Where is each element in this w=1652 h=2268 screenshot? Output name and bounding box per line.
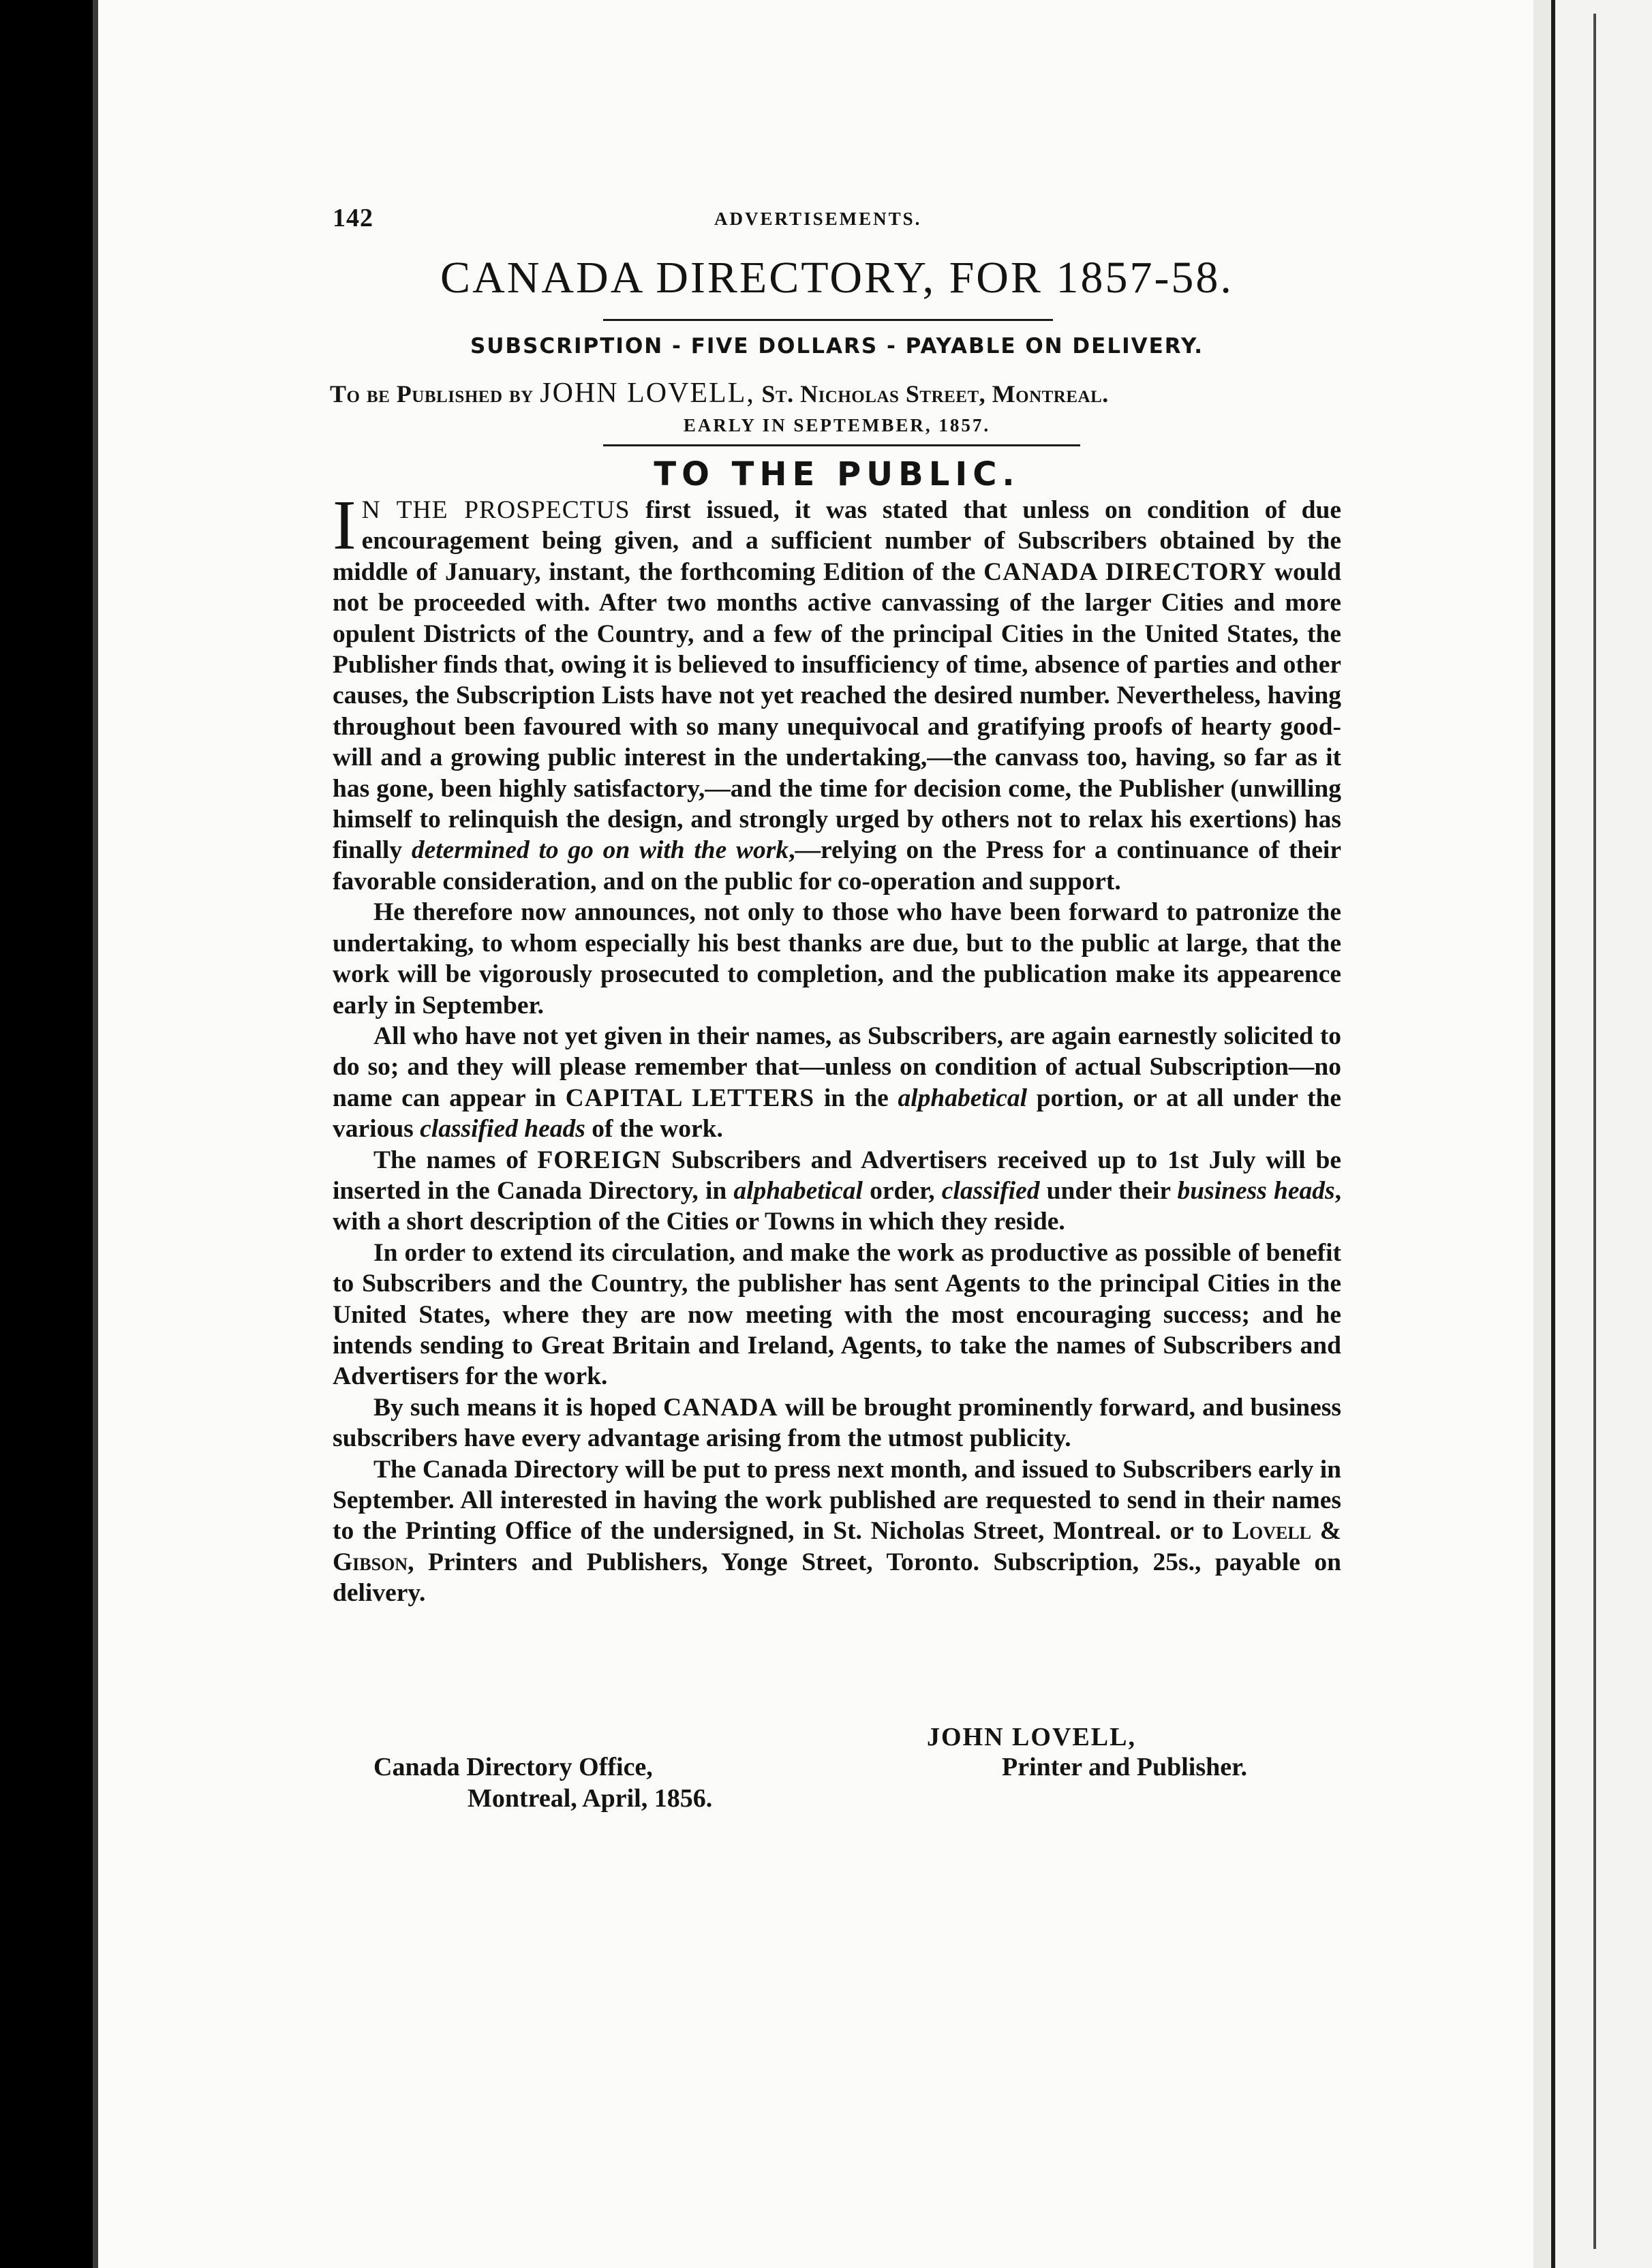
italic-text: alphabetical bbox=[733, 1176, 863, 1205]
paragraph-6 bbox=[333, 1392, 1341, 1454]
adjacent-page-strip bbox=[1555, 0, 1652, 2268]
section-heading: TO THE PUBLIC. bbox=[654, 455, 1020, 493]
publisher-name: JOHN LOVELL, bbox=[540, 378, 755, 409]
running-head: ADVERTISEMENTS. bbox=[714, 209, 922, 229]
paragraph-text: ,—relying on the Press for a continuance of their favorable consideration, and on the public for co-operation and support. bbox=[333, 836, 1341, 895]
page-title: CANADA DIRECTORY, FOR 1857-58. bbox=[440, 253, 1234, 303]
paragraph-2: He therefore now announces, not only to those who have been forward to patronize the undertaking, to whom especially his best thanks are due, but to the public at large, that the work will be vigorously prosecuted to completion, and the publication make its appearence early in September. bbox=[333, 898, 1341, 1020]
paragraph-text: of the work. bbox=[585, 1115, 723, 1144]
italic-text: classified heads bbox=[420, 1115, 585, 1144]
paragraph-7 bbox=[333, 1454, 1341, 1609]
caps-text: FOREIGN bbox=[537, 1146, 662, 1174]
page-right-margin bbox=[1533, 0, 1551, 2268]
paragraph-text: portion, or at all under the various bbox=[333, 1084, 1341, 1144]
page-number: 142 bbox=[333, 204, 373, 232]
paragraph-text: would not be proceeded with. After two months active canvassing of the larger Cities and more opulent Districts of the Country, and a few of the principal Cities in the United States, the Publisher finds that, owing it is believed to insufficiency of time, absence of parties and other causes, the Subscription Lists have not yet reached the desired number. Nevertheless, having throughout been favoured with so many unequivocal and gratifying proofs of hearty good-will and a growing public interest in the undertaking,—the canvass too, having, so far as it has gone, been highly satisfactory,—and the time for decision come, the Publisher (unwilling himself to relinquish the design, and strongly urged by others not to relax his exertions) has finally bbox=[333, 557, 1341, 865]
signature-place-date: Montreal, April, 1856. bbox=[468, 1784, 713, 1813]
caps-text: CANADA bbox=[663, 1393, 778, 1422]
small-caps-text: Lovell & Gibson bbox=[333, 1517, 1341, 1576]
paragraph-text: first issued, it was stated that unless on condition of due encouragement being given, and a sufficient number of Subscribers obtained by the middle of January, instant, the forthcoming Edition of the bbox=[333, 496, 1341, 586]
paragraph-1 bbox=[333, 486, 1341, 897]
paragraph-3 bbox=[333, 1021, 1341, 1145]
paragraph-text: will be brought prominently forward, and business subscribers have every advantage arising from the utmost publicity. bbox=[333, 1393, 1341, 1453]
publisher-address: St. Nicholas Street, Montreal. bbox=[761, 380, 1109, 408]
article-body bbox=[333, 486, 1341, 1609]
paragraph-text: The Canada Directory will be put to press next month, and issued to Subscribers early in September. All interested in having the work published are requested to send in their names to the Printing Office of the undersigned, in St. Nicholas Street, Montreal. or to bbox=[333, 1455, 1341, 1546]
signature-office: Canada Directory Office, bbox=[373, 1753, 653, 1781]
page-left-edge bbox=[93, 0, 98, 2268]
caps-text: CANADA DIRECTORY bbox=[983, 557, 1267, 586]
paragraph-text: By such means it is hoped bbox=[373, 1393, 664, 1422]
paragraph-4 bbox=[333, 1145, 1341, 1238]
page-header bbox=[333, 203, 1341, 237]
italic-text: alphabetical bbox=[898, 1084, 1028, 1112]
subscription-line: SUBSCRIPTION - FIVE DOLLARS - PAYABLE ON DELIVERY. bbox=[470, 334, 1204, 358]
publication-date: EARLY IN SEPTEMBER, 1857. bbox=[683, 415, 991, 435]
italic-text: determined to go on with the work bbox=[411, 836, 789, 865]
paragraph-text: The names of bbox=[373, 1146, 538, 1174]
paragraph-text: Subscribers and Advertisers received up to 1st July will be inserted in the Canada Directory, in bbox=[333, 1146, 1341, 1205]
paragraph-text: under their bbox=[1039, 1176, 1178, 1205]
adjacent-page-border bbox=[1593, 14, 1596, 2249]
paragraph-text: in the bbox=[814, 1084, 898, 1112]
italic-text: classified bbox=[941, 1176, 1040, 1205]
publisher-line bbox=[330, 378, 1345, 410]
lead-caps: N THE PROSPECTUS bbox=[361, 496, 630, 524]
publisher-prefix: To be Published by bbox=[330, 380, 534, 408]
section-rule bbox=[603, 444, 1080, 446]
paragraph-text: order, bbox=[862, 1176, 942, 1205]
signature-name: JOHN LOVELL, bbox=[927, 1723, 1136, 1751]
signature-title: Printer and Publisher. bbox=[1002, 1753, 1247, 1781]
caps-text: CAPITAL LETTERS bbox=[565, 1084, 815, 1112]
paragraph-text: , Printers and Publishers, Yonge Street, Toronto. Subscription, 25s., payable on delivery. bbox=[333, 1548, 1341, 1608]
paragraph-5: In order to extend its circulation, and make the work as productive as possible of benefit to Subscribers and the Country, the publisher has sent Agents to the principal Cities in the United States, where they are now meeting with the most encouraging success; and he intends sending to Great Britain and Ireland, Agents, to take the names of Subscribers and Advertisers for the work. bbox=[333, 1238, 1341, 1391]
italic-text: business heads bbox=[1177, 1176, 1335, 1205]
title-rule bbox=[603, 319, 1053, 321]
paragraph-text: All who have not yet given in their names, as Subscribers, are again earnestly solicited to do so; and they will please remember that—unless on condition of actual Subscription—no name can appear in bbox=[333, 1022, 1341, 1112]
drop-cap: I bbox=[333, 486, 356, 564]
paragraph-text: , with a short description of the Cities or Towns in which they reside. bbox=[333, 1176, 1341, 1236]
